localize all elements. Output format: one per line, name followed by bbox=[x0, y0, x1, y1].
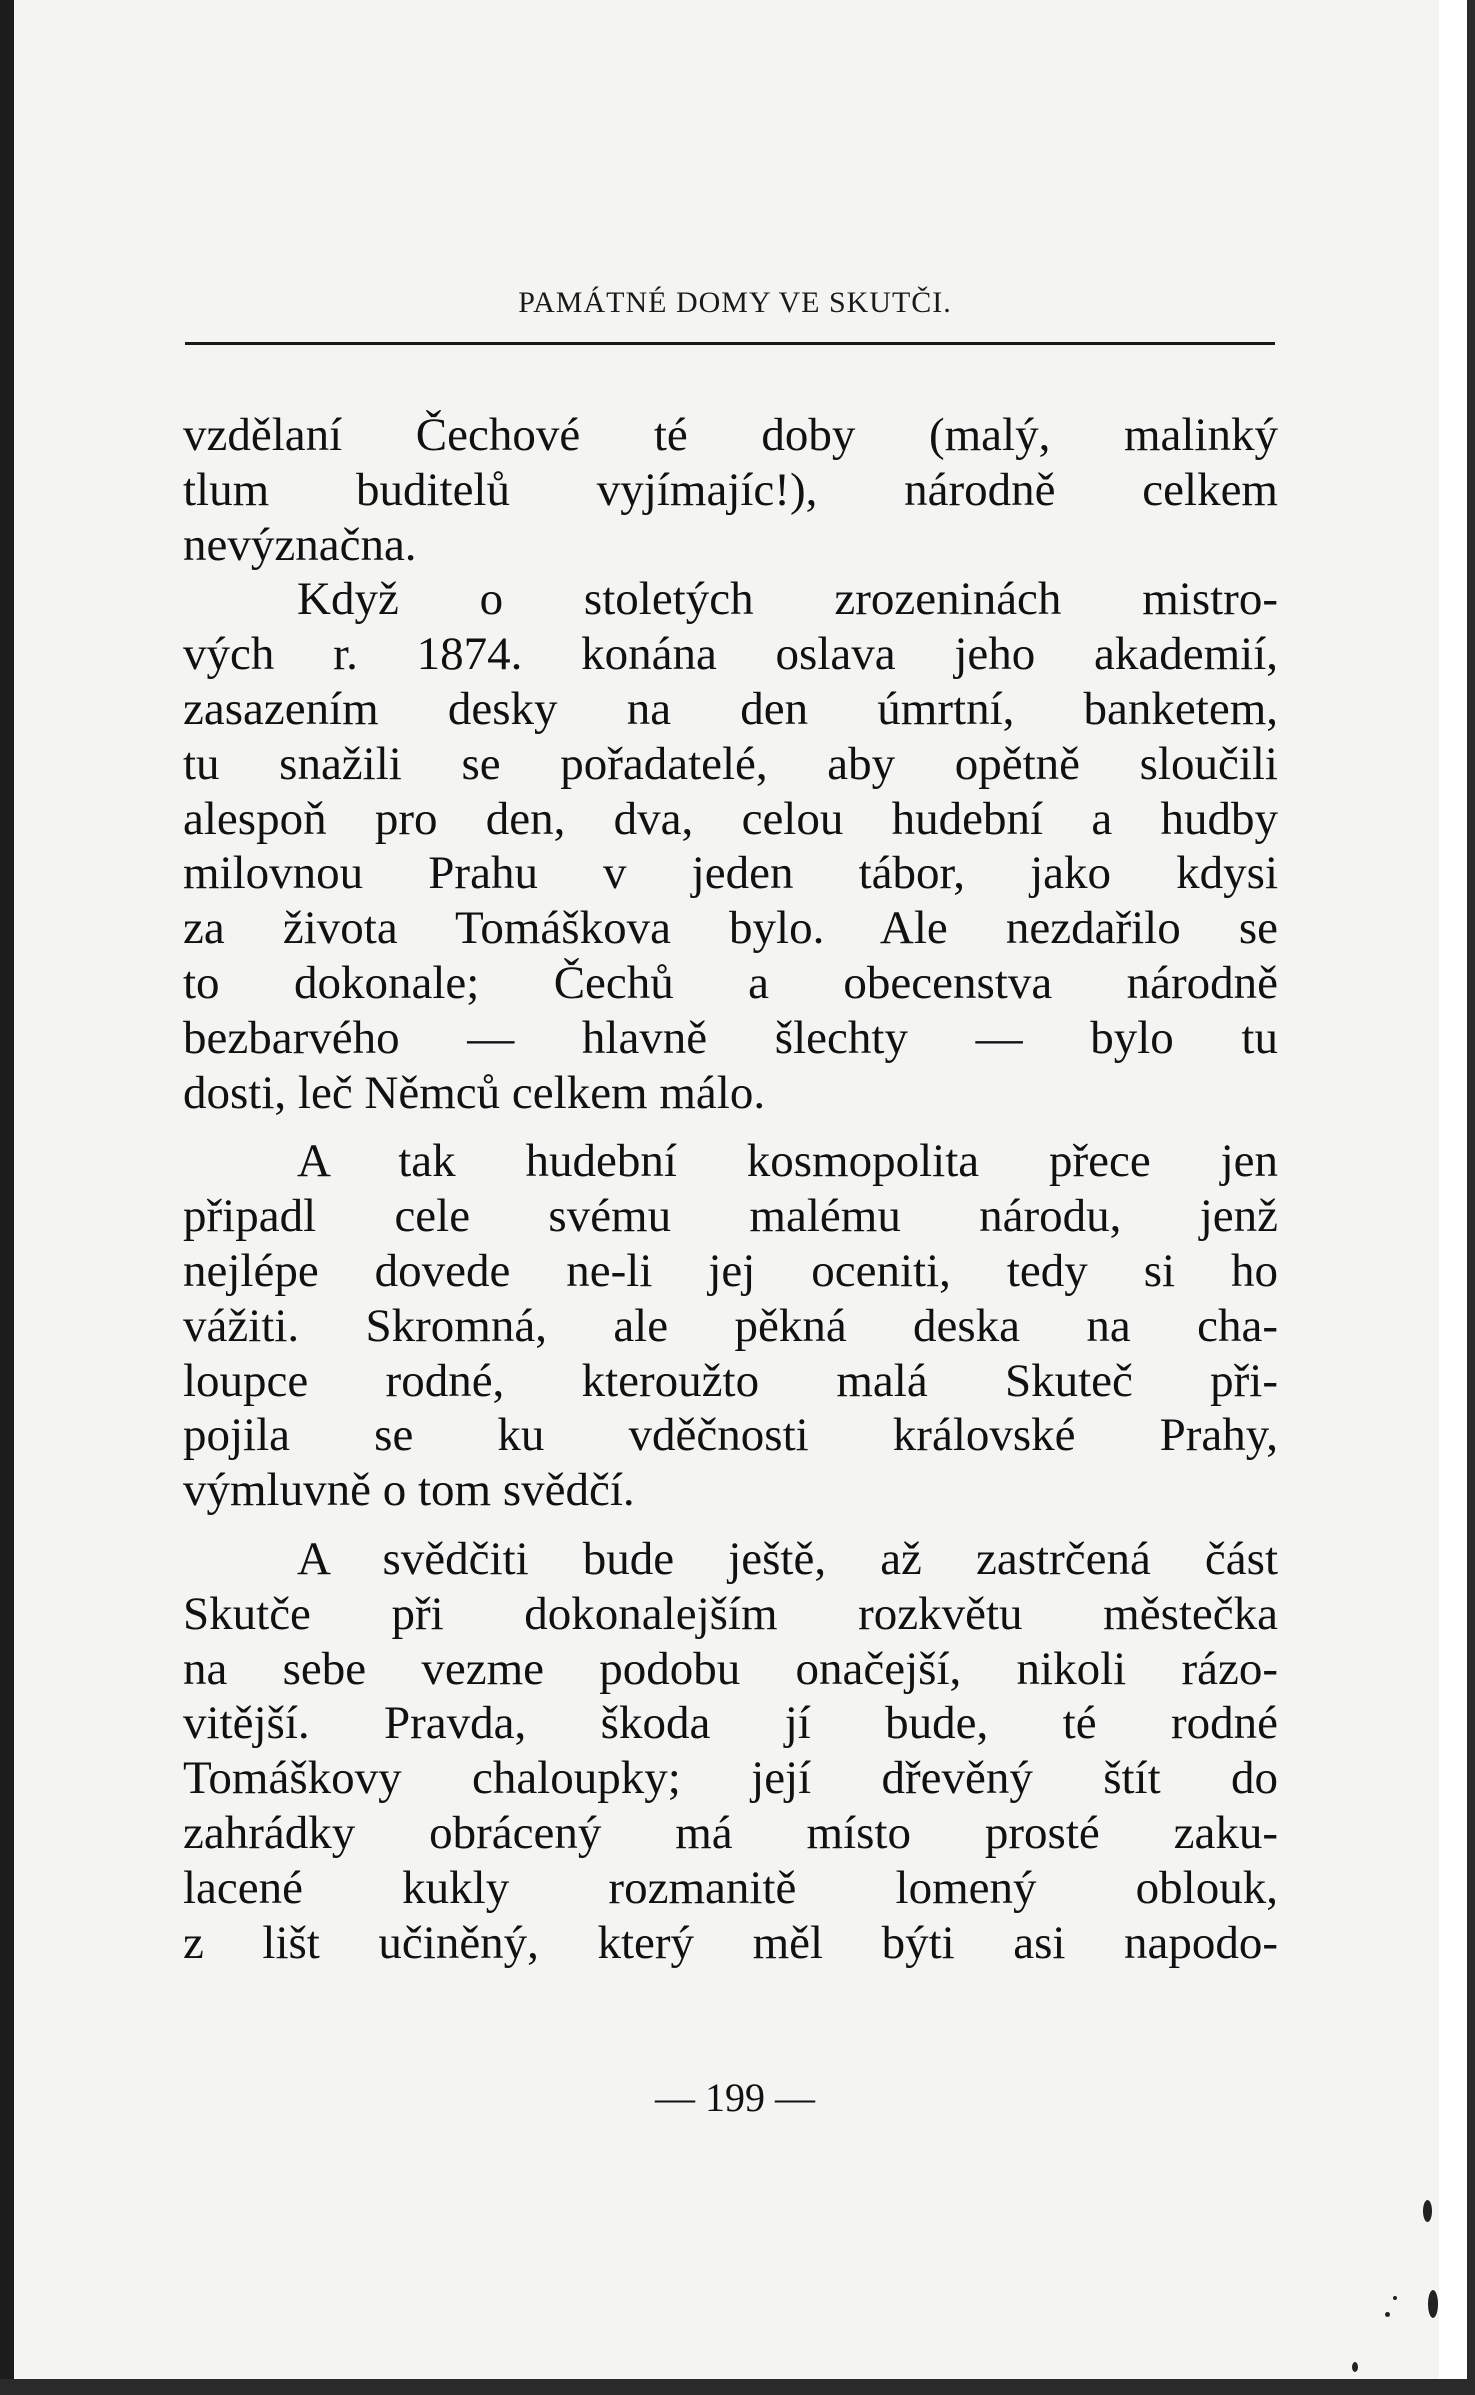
paragraph-2 bbox=[183, 572, 1278, 1120]
text-line: loupce rodné, kteroužto malá Skuteč při- bbox=[183, 1354, 1278, 1407]
scan-edge-right bbox=[1467, 0, 1475, 2395]
scan-edge-bottom bbox=[0, 2379, 1475, 2395]
body-text bbox=[183, 408, 1278, 1970]
text-line: tu snažili se pořadatelé, aby opětně sloučili bbox=[183, 737, 1278, 790]
page-number: — 199 — bbox=[655, 2075, 815, 2120]
scan-speck bbox=[1393, 2296, 1397, 2300]
paragraph-4 bbox=[183, 1532, 1278, 1970]
text-line: to dokonale; Čechů a obecenstva národně bbox=[183, 956, 1278, 1009]
text-line: za života Tomáškova bylo. Ale nezdařilo se bbox=[183, 902, 1278, 955]
text-line: z lišt učiněný, který měl býti asi napodo- bbox=[183, 1916, 1278, 1969]
scan-edge-left bbox=[0, 0, 14, 2395]
text-line: A svědčiti bude ještě, až zastrčená část bbox=[297, 1532, 1278, 1585]
running-header: PAMÁTNÉ DOMY VE SKUTČI. bbox=[518, 286, 952, 319]
text-line: připadl cele svému malému národu, jenž bbox=[183, 1190, 1278, 1243]
scan-speck bbox=[1385, 2312, 1390, 2317]
scan-speck bbox=[1428, 2290, 1438, 2318]
text-line: Když o stoletých zrozeninách mistro- bbox=[297, 573, 1278, 626]
text-line: alespoň pro den, dva, celou hudební a hudby bbox=[183, 792, 1278, 845]
scan-speck bbox=[1352, 2362, 1358, 2372]
text-line: vážiti. Skromná, ale pěkná deska na cha- bbox=[183, 1299, 1278, 1352]
text-line: výmluvně o tom svědčí. bbox=[183, 1464, 635, 1517]
text-line: pojila se ku vděčnosti královské Prahy, bbox=[183, 1409, 1278, 1462]
header-rule bbox=[185, 342, 1275, 345]
text-line: milovnou Prahu v jeden tábor, jako kdysi bbox=[183, 847, 1278, 900]
text-line: dosti, leč Němců celkem málo. bbox=[183, 1066, 766, 1119]
text-line: lacené kukly rozmanitě lomený oblouk, bbox=[183, 1861, 1278, 1914]
paragraph-3 bbox=[183, 1134, 1278, 1518]
text-line: nejlépe dovede ne-li jej oceniti, tedy si ho bbox=[183, 1244, 1278, 1297]
text-line: vitější. Pravda, škoda jí bude, té rodné bbox=[183, 1697, 1278, 1750]
text-line: na sebe vezme podobu onačejší, nikoli rázo- bbox=[183, 1642, 1278, 1695]
text-line: tlum buditelů vyjímajíc!), národně celkem bbox=[183, 463, 1278, 516]
text-line: bezbarvého — hlavně šlechty — bylo tu bbox=[183, 1011, 1278, 1064]
text-line: vých r. 1874. konána oslava jeho akademií, bbox=[183, 628, 1278, 681]
text-line: zasazením desky na den úmrtní, banketem, bbox=[183, 682, 1278, 735]
text-line: vzdělaní Čechové té doby (malý, malinký bbox=[183, 409, 1278, 461]
text-line: Tomáškovy chaloupky; její dřevěný štít do bbox=[183, 1752, 1278, 1805]
text-line: nevýznačna. bbox=[183, 518, 417, 571]
paragraph-1 bbox=[183, 408, 1278, 572]
text-line: A tak hudební kosmopolita přece jen bbox=[297, 1135, 1278, 1188]
text-line: zahrádky obrácený má místo prosté zaku- bbox=[183, 1806, 1278, 1859]
scan-speck bbox=[1423, 2200, 1432, 2222]
text-line: Skutče při dokonalejším rozkvětu městečka bbox=[183, 1587, 1278, 1640]
